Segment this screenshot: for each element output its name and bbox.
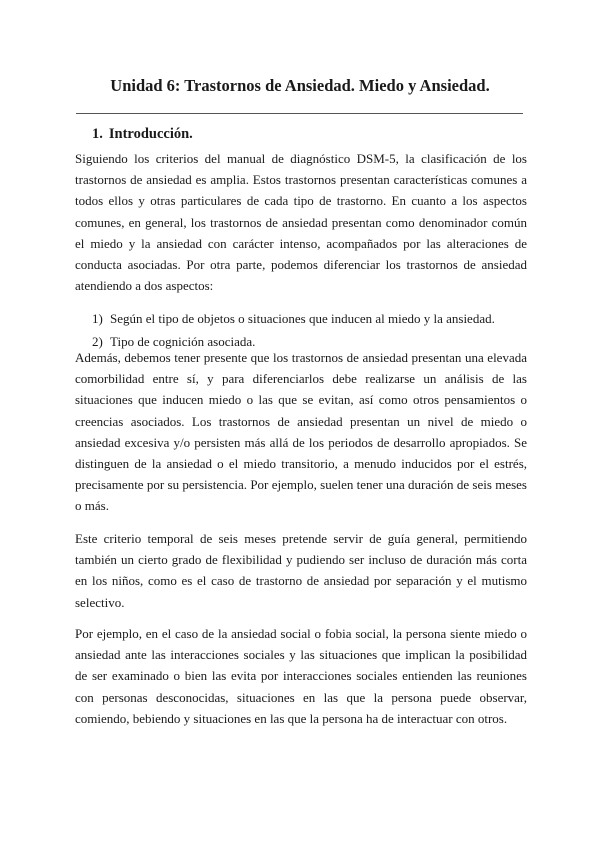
list-marker: 2)	[92, 334, 103, 349]
paragraph-comorbidity: Además, debemos tener presente que los trastornos de ansiedad presentan una elevada comorbilidad entre sí, y para diferenciarlos debe realizarse un análisis de las situaciones que inducen miedo o las que se evitan, así como otros pensamientos o creencias asociados. Los trastornos de ansiedad presentan un nivel de miedo o ansiedad excesiva y/o persisten más allá de los periodos de desarrollo apropiados. Se distinguen de la ansiedad o el miedo transitorio, a menudo inducidos por el estrés, precisamente por su persistencia. Por ejemplo, suelen tener una duración de seis meses o más.	[75, 350, 527, 514]
paragraph-time-criterion: Este criterio temporal de seis meses pretende servir de guía general, permitiendo también un cierto grado de flexibilidad y pudiendo ser incluso de duración más corta en los niños, como es el caso de trastorno de ansiedad por separación y el mutismo selectivo.	[75, 531, 527, 610]
title-divider	[76, 113, 523, 114]
list-item-text: Tipo de cognición asociada.	[110, 334, 256, 349]
list-item	[92, 308, 528, 329]
section-title: Introducción.	[108, 126, 193, 142]
list-marker: 1)	[92, 311, 103, 326]
document-title: Unidad 6: Trastornos de Ansiedad. Miedo y Ansiedad.	[110, 76, 490, 95]
section-heading	[92, 124, 193, 144]
list-item-text: Según el tipo de objetos o situaciones que inducen al miedo y la ansiedad.	[110, 311, 495, 326]
paragraph-intro: Siguiendo los criterios del manual de diagnóstico DSM-5, la clasificación de los trastornos de ansiedad es amplia. Estos trastornos presentan características comunes a todos ellos y otras particulares de cada tipo de trastorno. En cuanto a los aspectos comunes, en general, los trastornos de ansiedad presentan como denominador común el miedo y la ansiedad con carácter intenso, acompañados por las alteraciones de conducta asociadas. Por otra parte, podemos diferenciar los trastornos de ansiedad atendiendo a dos aspectos:	[75, 151, 527, 294]
paragraph-social-anxiety: Por ejemplo, en el caso de la ansiedad social o fobia social, la persona siente miedo o ansiedad ante las interacciones sociales y las situaciones que implican la posibilidad de ser examinado o bien las evita por interacciones sociales entienden las reuniones con personas desconocidas, situaciones en las que la persona puede observar, comiendo, bebiendo y situaciones en las que la persona ha de interactuar con otros.	[75, 626, 527, 726]
section-number: 1.	[92, 126, 103, 142]
